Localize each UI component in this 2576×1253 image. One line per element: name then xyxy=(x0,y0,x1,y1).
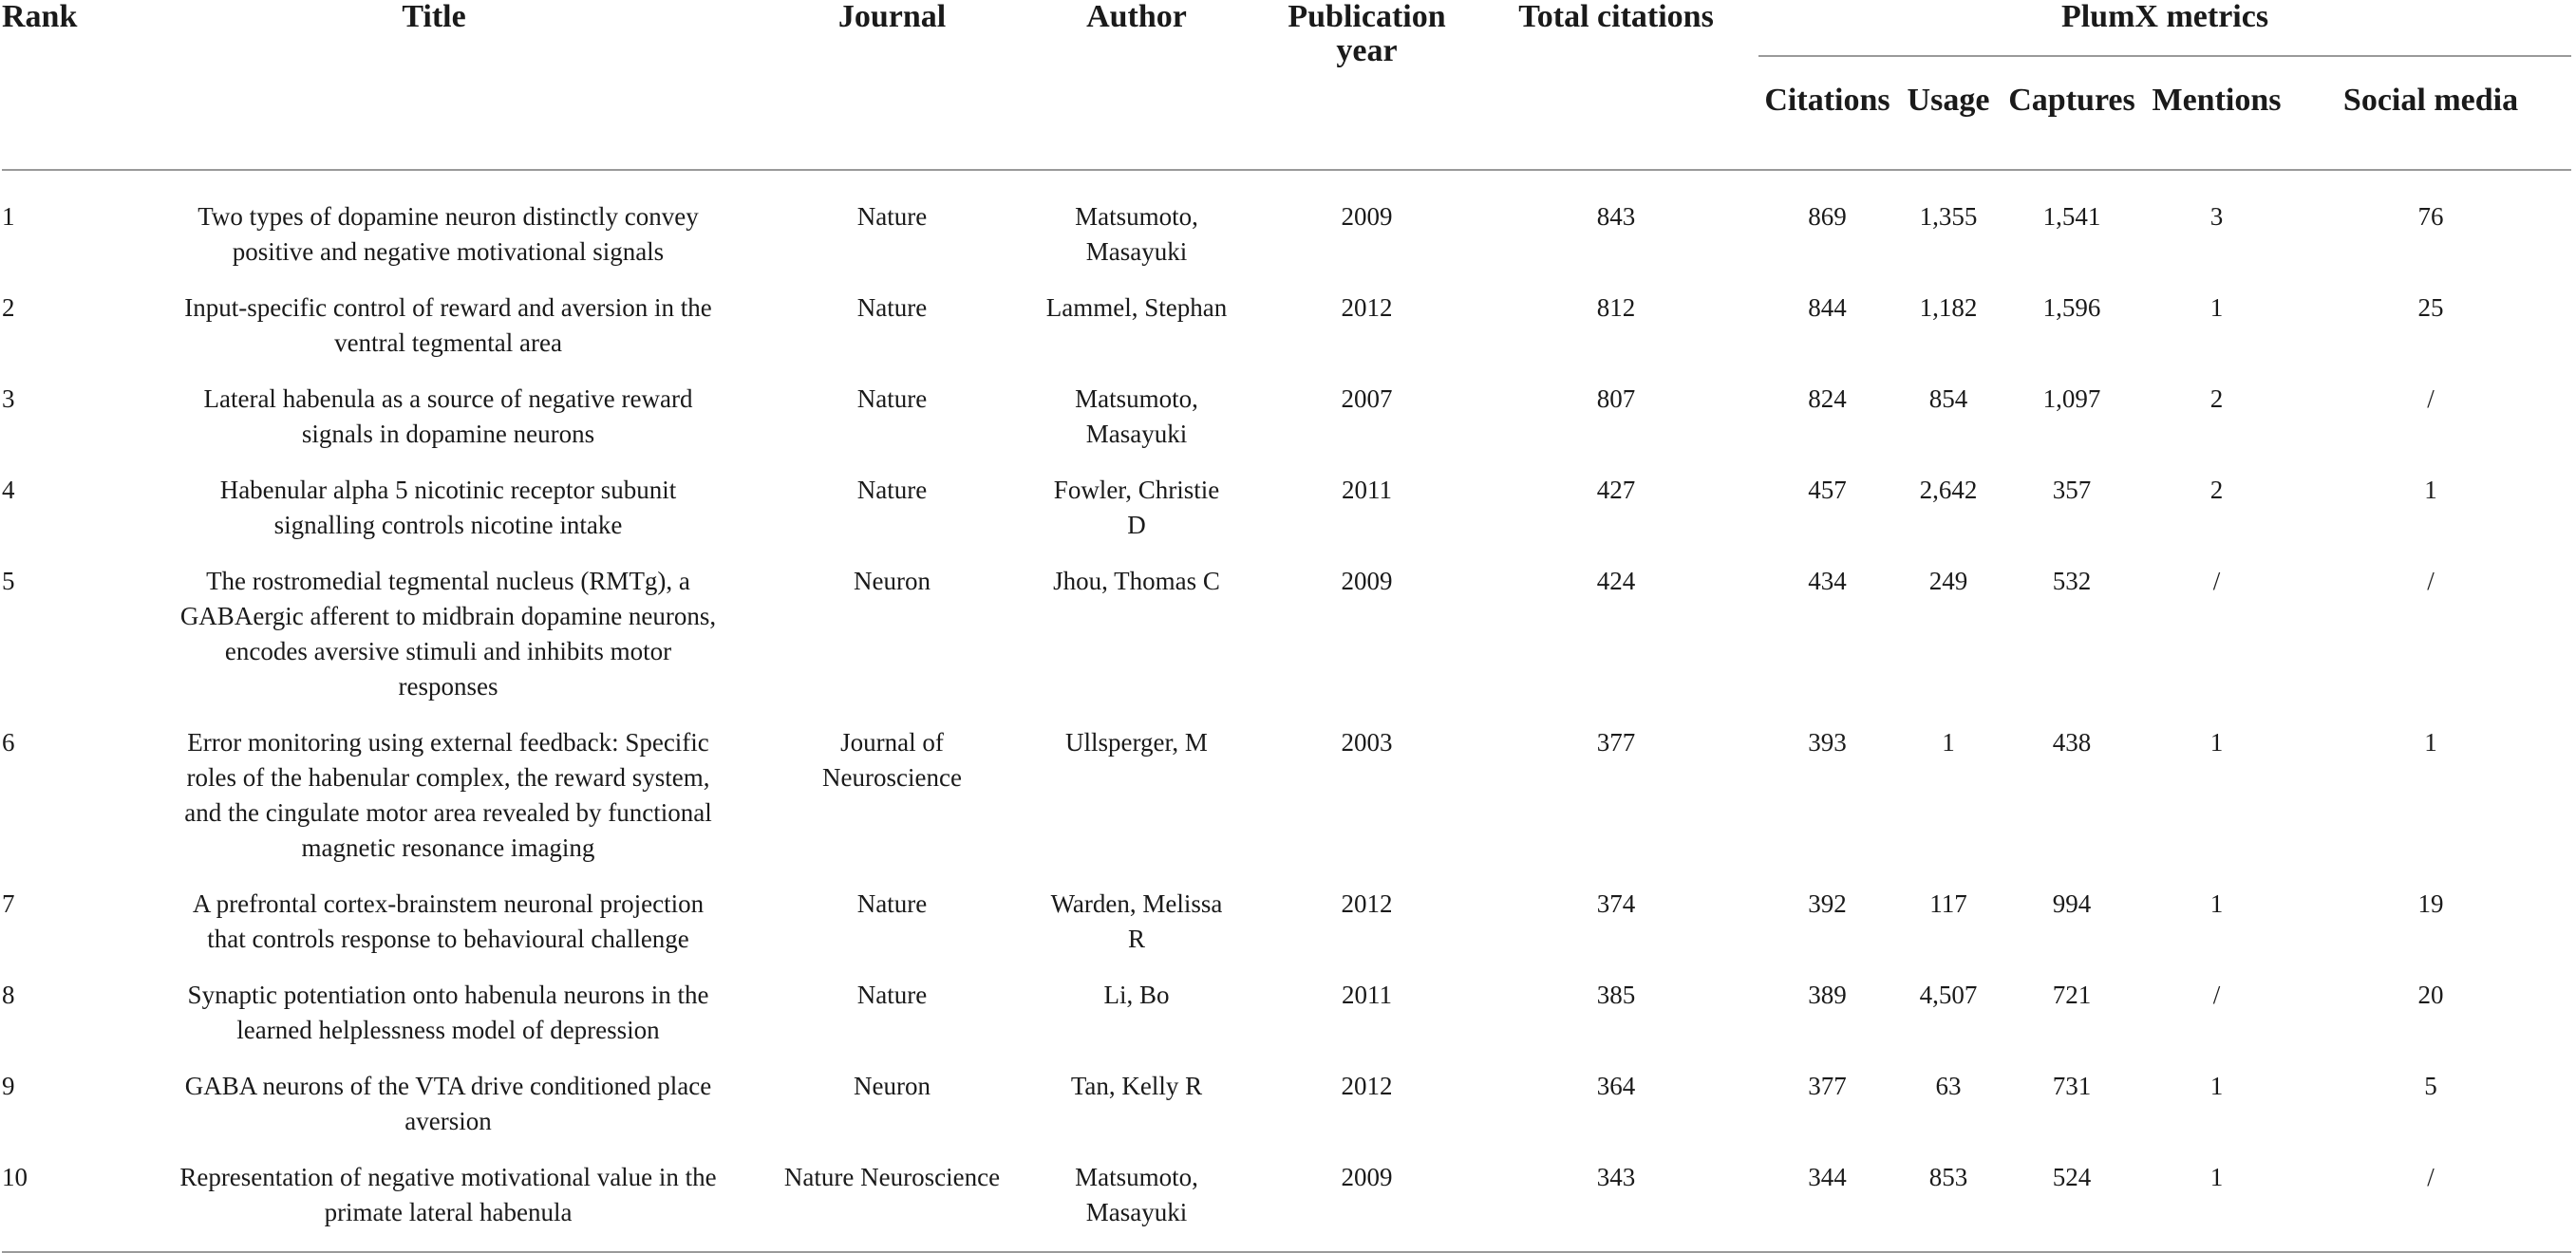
plumx-captures-cell: 438 xyxy=(2052,728,2092,757)
table-row xyxy=(2,361,2571,452)
publication-year-cell: 2012 xyxy=(1341,1072,1393,1100)
author-cell: Lammel, Stephan xyxy=(1045,293,1228,322)
plumx-captures-cell: 1,541 xyxy=(2042,202,2101,231)
publication-year-cell: 2012 xyxy=(1341,293,1393,322)
plumx-social-media-cell: / xyxy=(2290,1139,2571,1252)
plumx-captures-cell: 524 xyxy=(2001,1139,2143,1252)
plumx-captures-cell: 1,596 xyxy=(2042,293,2101,322)
publication-year-header xyxy=(1260,0,1474,170)
plumx-mentions-cell: 1 xyxy=(2209,1072,2224,1100)
plumx-citations-cell: 869 xyxy=(1808,202,1847,231)
table-row xyxy=(2,1048,2571,1139)
table-row xyxy=(2,866,2571,957)
rank-cell: 2 xyxy=(2,293,15,322)
journal-cell: Nature xyxy=(856,981,928,1009)
total-citations-cell: 807 xyxy=(1596,384,1636,413)
rank-cell: 4 xyxy=(2,476,15,504)
plumx-mentions-cell: / xyxy=(2212,981,2221,1009)
author-cell: Li, Bo xyxy=(1103,981,1170,1009)
plumx-citations-cell: 457 xyxy=(1808,476,1847,504)
plumx-usage-cell: 63 xyxy=(1935,1072,1962,1100)
rank-cell: 5 xyxy=(2,567,15,595)
table-body xyxy=(2,170,2571,1252)
publication-year-cell: 2011 xyxy=(1342,476,1392,504)
publication-year-cell: 2009 xyxy=(1260,1139,1474,1252)
table-row xyxy=(2,270,2571,361)
plumx-citations-cell: 824 xyxy=(1808,384,1847,413)
total-citations-cell: 364 xyxy=(1596,1072,1636,1100)
plumx-social-media-cell: 20 xyxy=(2417,981,2444,1009)
total-citations-cell: 343 xyxy=(1474,1139,1758,1252)
total-citations-cell: 377 xyxy=(1596,728,1636,757)
author-cell: Jhou, Thomas C xyxy=(1053,567,1220,595)
table-row xyxy=(2,170,2571,270)
rank-cell: 9 xyxy=(2,1072,15,1100)
rank-cell: 10 xyxy=(2,1139,97,1252)
plumx-mentions-cell: 1 xyxy=(2143,1139,2290,1252)
plumx-mentions-cell: 1 xyxy=(2209,728,2224,757)
title-cell: GABA neurons of the VTA drive conditioned place aversion xyxy=(184,1072,712,1135)
plumx-mentions-cell: 2 xyxy=(2209,384,2224,413)
author-cell: Warden, Melissa R xyxy=(1050,889,1223,953)
plumx-citations-cell: 344 xyxy=(1758,1139,1896,1252)
plumx-mentions-cell: 1 xyxy=(2209,293,2224,322)
journal-cell: Nature xyxy=(856,293,928,322)
plumx-captures-cell: 357 xyxy=(2052,476,2092,504)
plumx-usage-cell: 4,507 xyxy=(1919,981,1978,1009)
plumx-social-media-cell: 25 xyxy=(2417,293,2444,322)
journal-cell: Neuron xyxy=(854,1072,931,1100)
title-cell: Lateral habenula as a source of negative reward signals in dopamine neurons xyxy=(203,384,693,448)
total-citations-cell: 427 xyxy=(1596,476,1636,504)
title-cell: Error monitoring using external feedback: Specific roles of the habenular complex, the reward system, and the cingulate motor area revealed by functional magnetic resonance imaging xyxy=(184,728,712,862)
plumx-usage-cell: 1,182 xyxy=(1919,293,1978,322)
total-citations-cell: 385 xyxy=(1596,981,1636,1009)
plumx-usage-cell: 1 xyxy=(1942,728,1955,757)
journal-cell: Journal of Neuroscience xyxy=(822,728,962,792)
title-cell: Synaptic potentiation onto habenula neurons in the learned helplessness model of depression xyxy=(187,981,709,1044)
rank-cell: 8 xyxy=(2,981,15,1009)
journal-cell: Nature xyxy=(856,476,928,504)
title-cell: A prefrontal cortex-brainstem neuronal projection that controls response to behavioural challenge xyxy=(192,889,705,953)
plumx-captures-cell: 994 xyxy=(2052,889,2092,918)
plumx-citations-cell: 377 xyxy=(1808,1072,1847,1100)
top-cited-papers-table xyxy=(2,0,2571,1253)
publication-year-cell: 2009 xyxy=(1341,567,1393,595)
plumx-metrics-header: PlumX metrics xyxy=(1758,0,2571,56)
table-row xyxy=(2,1139,2571,1252)
plumx-usage-header: Usage xyxy=(1896,56,2001,170)
plumx-captures-cell: 731 xyxy=(2052,1072,2092,1100)
publication-year-cell: 2007 xyxy=(1341,384,1393,413)
title-cell: The rostromedial tegmental nucleus (RMTg), a GABAergic afferent to midbrain dopamine neurons, encodes aversive stimuli and inhibits motor responses xyxy=(179,567,717,701)
table-row xyxy=(2,543,2571,704)
plumx-captures-cell: 532 xyxy=(2052,567,2092,595)
journal-cell: Nature Neuroscience xyxy=(771,1139,1013,1252)
plumx-social-media-cell: / xyxy=(2427,384,2435,413)
total-citations-cell: 424 xyxy=(1596,567,1636,595)
publication-year-cell: 2012 xyxy=(1341,889,1393,918)
table-row xyxy=(2,452,2571,543)
title-cell: Two types of dopamine neuron distinctly convey positive and negative motivational signals xyxy=(197,202,699,266)
plumx-usage-cell: 249 xyxy=(1928,567,1968,595)
plumx-captures-header: Captures xyxy=(2001,56,2143,170)
plumx-captures-cell: 1,097 xyxy=(2042,384,2101,413)
plumx-mentions-header: Mentions xyxy=(2143,56,2290,170)
rank-cell: 6 xyxy=(2,728,15,757)
plumx-mentions-cell: 2 xyxy=(2209,476,2224,504)
author-cell: Fowler, Christie D xyxy=(1053,476,1220,539)
plumx-social-media-cell: 76 xyxy=(2417,202,2444,231)
header-row-primary xyxy=(2,0,2571,56)
plumx-mentions-cell: 1 xyxy=(2209,889,2224,918)
plumx-citations-cell: 434 xyxy=(1808,567,1847,595)
table-header xyxy=(2,0,2571,170)
table-row xyxy=(2,704,2571,866)
author-cell: Ullsperger, M xyxy=(1065,728,1208,757)
plumx-usage-cell: 854 xyxy=(1928,384,1968,413)
title-header: Title xyxy=(97,0,771,170)
plumx-social-media-cell: 5 xyxy=(2424,1072,2437,1100)
author-cell: Matsumoto, Masayuki xyxy=(1075,202,1198,266)
plumx-social-media-cell: 1 xyxy=(2424,476,2437,504)
publication-year-header-text: Publication year xyxy=(1288,0,1446,68)
total-citations-cell: 812 xyxy=(1596,293,1636,322)
journal-cell: Neuron xyxy=(854,567,931,595)
publication-year-cell: 2011 xyxy=(1342,981,1392,1009)
rank-cell: 7 xyxy=(2,889,15,918)
plumx-usage-cell: 1,355 xyxy=(1919,202,1978,231)
author-header: Author xyxy=(1013,0,1260,170)
plumx-citations-cell: 392 xyxy=(1808,889,1847,918)
total-citations-header: Total citations xyxy=(1474,0,1758,170)
journal-cell: Nature xyxy=(856,202,928,231)
table-row xyxy=(2,957,2571,1048)
plumx-usage-cell: 853 xyxy=(1896,1139,2001,1252)
plumx-social-media-cell: 1 xyxy=(2424,728,2437,757)
plumx-social-media-header: Social media xyxy=(2290,56,2571,170)
rank-cell: 3 xyxy=(2,384,15,413)
rank-header: Rank xyxy=(2,0,97,170)
plumx-citations-cell: 844 xyxy=(1808,293,1847,322)
author-cell: Matsumoto, Masayuki xyxy=(1013,1139,1260,1252)
plumx-citations-cell: 393 xyxy=(1808,728,1847,757)
author-cell: Tan, Kelly R xyxy=(1070,1072,1203,1100)
total-citations-cell: 374 xyxy=(1596,889,1636,918)
plumx-social-media-cell: 19 xyxy=(2417,889,2444,918)
publication-year-cell: 2003 xyxy=(1341,728,1393,757)
publication-year-cell: 2009 xyxy=(1341,202,1393,231)
journal-cell: Nature xyxy=(856,889,928,918)
title-cell: Representation of negative motivational value in the primate lateral habenula xyxy=(97,1139,771,1252)
plumx-usage-cell: 117 xyxy=(1929,889,1967,918)
journal-header: Journal xyxy=(771,0,1013,170)
title-cell: Input-specific control of reward and aversion in the ventral tegmental area xyxy=(184,293,712,357)
plumx-mentions-cell: / xyxy=(2212,567,2221,595)
plumx-mentions-cell: 3 xyxy=(2209,202,2224,231)
plumx-captures-cell: 721 xyxy=(2052,981,2092,1009)
plumx-citations-cell: 389 xyxy=(1808,981,1847,1009)
author-cell: Matsumoto, Masayuki xyxy=(1075,384,1198,448)
rank-cell: 1 xyxy=(2,202,15,231)
total-citations-cell: 843 xyxy=(1596,202,1636,231)
plumx-usage-cell: 2,642 xyxy=(1919,476,1978,504)
plumx-citations-header: Citations xyxy=(1758,56,1896,170)
title-cell: Habenular alpha 5 nicotinic receptor subunit signalling controls nicotine intake xyxy=(219,476,677,539)
journal-cell: Nature xyxy=(856,384,928,413)
plumx-social-media-cell: / xyxy=(2427,567,2435,595)
